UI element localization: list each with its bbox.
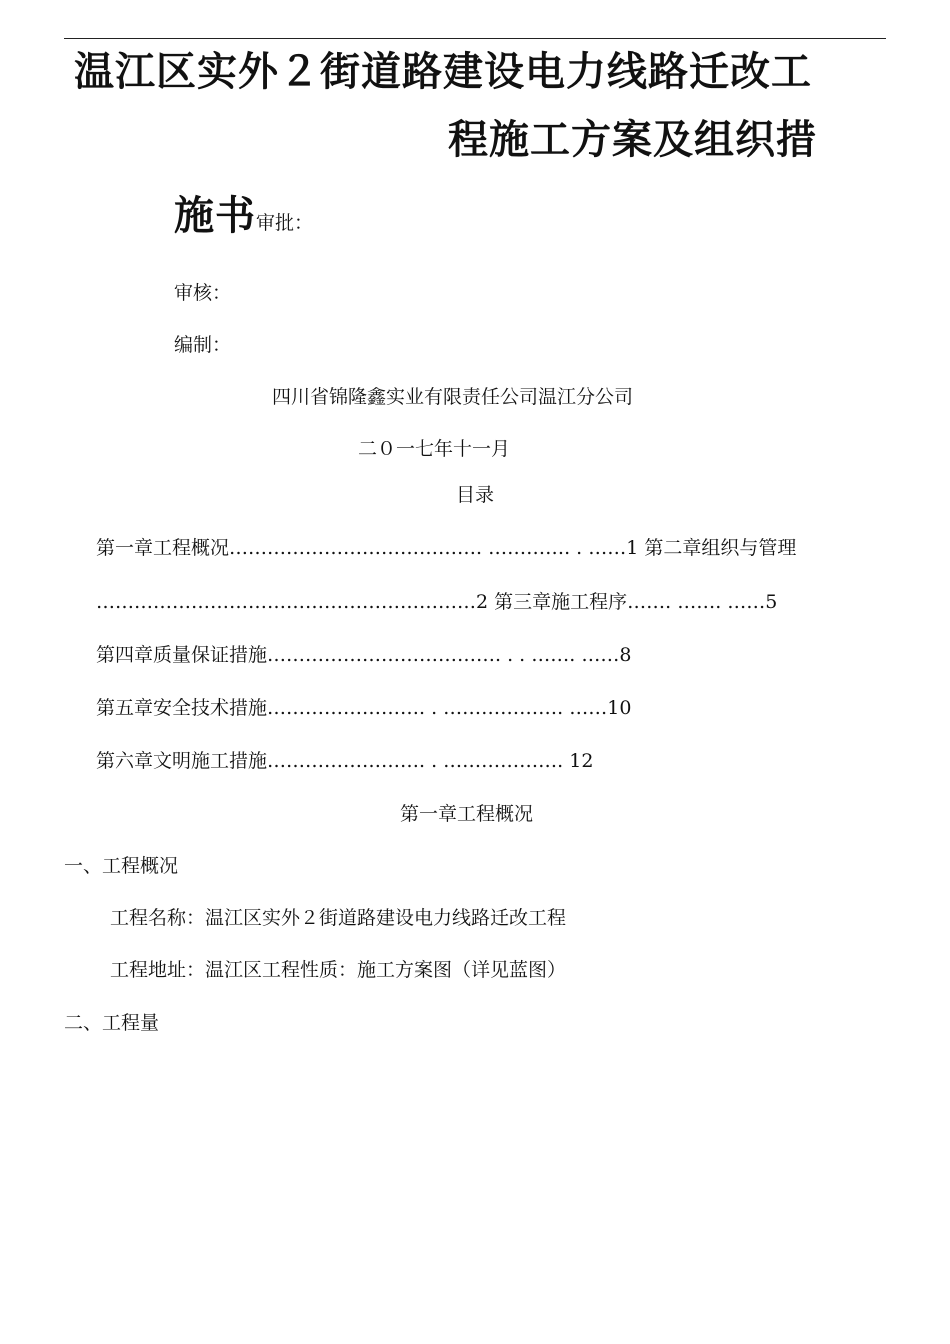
toc-entry: ……………………………………………………2 第三章施工程序……. ……. ……5 (96, 591, 778, 613)
toc-entry: 第四章质量保证措施………………………………. . . ……. ……8 (96, 644, 632, 666)
header-rule (64, 38, 886, 39)
document-title-line-2: 程施工方案及组织措 (448, 117, 817, 163)
chapter-title: 第一章工程概况 (400, 803, 534, 825)
review-label: 审核： (174, 282, 232, 304)
section-heading: 二、工程量 (64, 1012, 160, 1034)
toc-entry: 第六章文明施工措施……………………. . ………………. 12 (96, 750, 594, 772)
document-title-line-3 (174, 192, 313, 247)
project-name: 工程名称：温江区实外２街道路建设电力线路迁改工程 (110, 907, 567, 929)
document-title-line-1: 温江区实外２街道路建设电力线路迁改工 (74, 49, 812, 95)
toc-title: 目录 (456, 484, 495, 506)
document-title-end: 施书 (174, 193, 256, 239)
approval-label: 审批： (256, 212, 314, 234)
section-heading: 一、工程概况 (64, 855, 179, 877)
document-date: 二０一七年十一月 (358, 438, 511, 460)
compile-label: 编制： (174, 334, 232, 356)
toc-entry: 第五章安全技术措施……………………. . ………………. ……10 (96, 697, 632, 719)
project-address: 工程地址：温江区工程性质：施工方案图（详见蓝图） (110, 959, 567, 981)
company-name: 四川省锦隆鑫实业有限责任公司温江分公司 (272, 386, 634, 408)
toc-entry: 第一章工程概况…………………………………. …………. . ……1 第二章组织与管理 (96, 537, 797, 559)
